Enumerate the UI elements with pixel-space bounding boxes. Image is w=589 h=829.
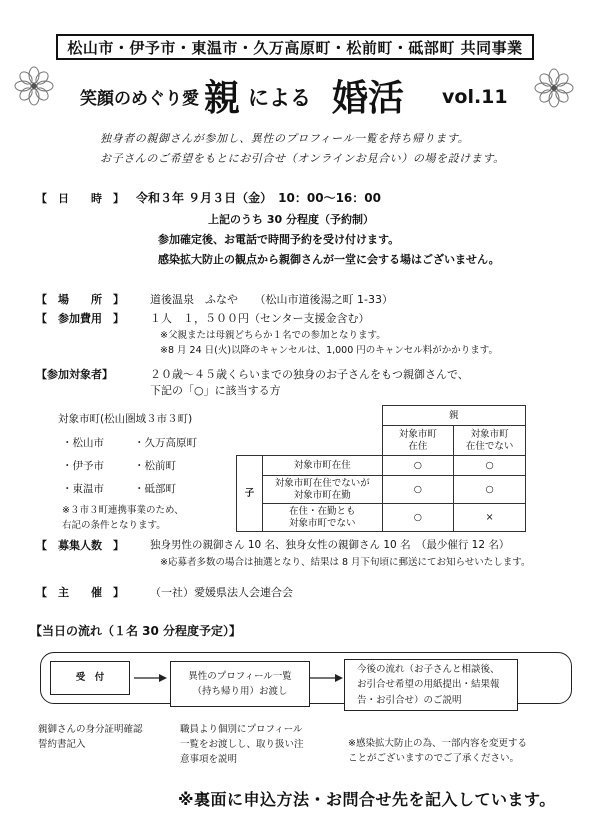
flow-note-line: 一覧をお渡しし、取り扱い注 xyxy=(180,739,304,751)
organizer-value: （一社）愛媛県法人会連合会 xyxy=(150,586,293,599)
flow-step-next xyxy=(344,659,518,711)
place-label: 【 場 所 】 xyxy=(36,293,124,306)
row-label: 対象市町在住 xyxy=(262,456,382,476)
towns-left-list xyxy=(62,432,104,501)
town-item: ・砥部町 xyxy=(134,483,176,495)
intro-line-1: 独身者の親御さんが参加し、異性のプロフィール一覧を持ち帰ります。 xyxy=(100,132,470,145)
row-label: 在住・在勤とも 対象市町でない xyxy=(262,504,382,532)
event-title xyxy=(70,70,530,120)
cell-mark: × xyxy=(454,504,526,532)
flow-note-line: 親御さんの身分証明確認 xyxy=(38,724,143,735)
place-value: 道後温泉 ふなや （松山市道後湯之町 1-33） xyxy=(150,293,393,306)
title-konkatsu: 婚活 xyxy=(332,77,405,119)
fee-note-2: ※8 月 24 日(火)以降のキャンセルは、1,000 円のキャンセル料がかかります。 xyxy=(160,345,499,356)
col-header-nonresident: 対象市町 在住でない xyxy=(454,426,526,456)
flow-note-line: 意事項を説明 xyxy=(180,754,238,766)
arrow-right-icon xyxy=(310,673,344,683)
row-label: 対象市町在住でないが 対象市町在勤 xyxy=(262,476,382,504)
child-label: 子 xyxy=(237,456,263,532)
fee-value: １人 １，５００円（センター支援金含む） xyxy=(150,312,370,325)
cell-mark: ○ xyxy=(454,456,526,476)
arrow-right-icon xyxy=(134,673,168,683)
town-item: ・松山市 xyxy=(62,437,104,449)
flow-note-line: 誓約書記入 xyxy=(38,739,86,751)
intro-line-2: お子さんのご希望をもとにお引合せ（オンラインお見合い）の場を設けます。 xyxy=(100,152,505,165)
area-note-1: ※３市３町連携事業のため、 xyxy=(62,505,184,516)
eligibility-table xyxy=(236,405,526,532)
target-line-1: ２０歳～４５歳くらいまでの独身のお子さんをもつ親御さんで、 xyxy=(150,368,469,381)
towns-right-list xyxy=(134,432,197,501)
flow-step-next-line: 今後の流れ（お子さんと相談後、 xyxy=(357,664,500,676)
title-oya: 親 xyxy=(204,77,241,119)
flower-icon-right xyxy=(534,68,574,108)
title-subtitle: 笑顔のめぐり愛 xyxy=(80,89,199,109)
recruit-note: ※応募者多数の場合は抽選となり、結果は 8 月下旬頃に郵送にてお知らせいたします。 xyxy=(160,557,531,568)
title-niyoru: による xyxy=(248,86,311,110)
town-item: ・松前町 xyxy=(134,460,176,472)
organizer-label: 【 主 催 】 xyxy=(36,586,124,599)
town-item: ・久万高原町 xyxy=(134,437,197,449)
flower-icon-left xyxy=(14,66,54,106)
flow-title: 【当日の流れ（１名 30 分程度予定）】 xyxy=(30,624,242,638)
datetime-note-3: 感染拡大防止の観点から親御さんが一堂に会する場はございません。 xyxy=(158,253,500,266)
col-header-resident: 対象市町 在住 xyxy=(382,426,454,456)
header-banner: 松山市・伊予市・東温市・久万高原町・松前町・砥部町 共同事業 xyxy=(56,34,534,60)
target-label: 【参加対象者】 xyxy=(36,368,113,381)
datetime-note-1: 上記のうち 30 分程度（予約制） xyxy=(208,213,374,226)
datetime-value: 令和３年 ９月３日（金） 10：00～16：00 xyxy=(136,191,381,205)
flow-note-line: ※感染拡大防止の為、一部内容を変更する xyxy=(348,738,527,749)
town-item: ・伊予市 xyxy=(62,460,104,472)
title-volume: vol.11 xyxy=(442,86,508,108)
flow-step-next-line: 告・お引合せ）のご説明 xyxy=(357,694,462,706)
flow-step-profile-line: （持ち帰り用）お渡し xyxy=(192,686,288,697)
flow-note-profile xyxy=(180,722,304,768)
datetime-label: 【 日 時 】 xyxy=(36,192,124,205)
recruit-value: 独身男性の親御さん 10 名、独身女性の親御さん 10 名 （最少催行 12 名） xyxy=(150,539,510,551)
target-line-2: 下記の「○」に該当する方 xyxy=(150,384,281,397)
flow-note-reception xyxy=(38,722,143,752)
cell-mark: ○ xyxy=(454,476,526,504)
flow-note-caution xyxy=(348,736,527,766)
flow-step-profile xyxy=(170,661,310,707)
area-title: 対象市町(松山圏域３市３町) xyxy=(58,413,193,425)
fee-note-1: ※父親または母親どちらか１名での参加となります。 xyxy=(160,330,386,341)
flow-step-next-line: お引合せ希望の用紙提出・結果報 xyxy=(357,679,500,691)
footer-note: ※裏面に申込方法・お問合せ先を記入しています。 xyxy=(178,790,556,809)
flow-step-profile-line: 異性のプロフィール一覧 xyxy=(188,670,292,682)
cell-mark: ○ xyxy=(382,456,454,476)
area-note-2: 右記の条件となります。 xyxy=(62,520,166,531)
parent-header: 親 xyxy=(382,406,526,426)
town-item: ・東温市 xyxy=(62,483,104,495)
fee-label: 【 参加費用 】 xyxy=(36,312,124,325)
cell-mark: ○ xyxy=(382,476,454,504)
cell-mark: ○ xyxy=(382,504,454,532)
flow-step-reception: 受 付 xyxy=(50,661,130,695)
recruit-label: 【 募集人数 】 xyxy=(36,539,124,552)
flow-note-line: 職員より個別にプロフィール xyxy=(180,724,303,735)
datetime-note-2: 参加確定後、お電話で時間予約を受け付けます。 xyxy=(158,233,400,246)
flow-note-line: ことがございますのでご了承ください。 xyxy=(348,753,520,765)
